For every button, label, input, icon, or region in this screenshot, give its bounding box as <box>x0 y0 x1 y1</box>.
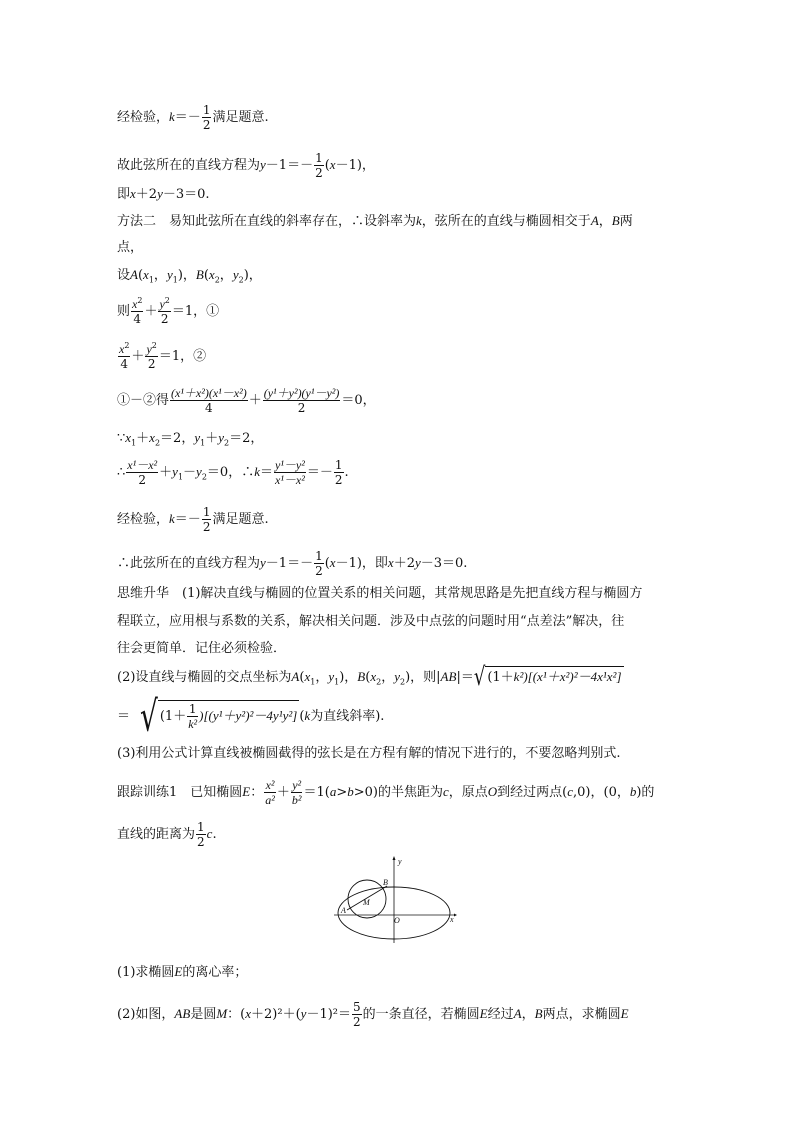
line-question-2: (2)如图，AB是圆M：(x＋2)²＋(y－1)²＝ $\frac{5}{2}$ 的一条直径，若椭圆E经过A，B两点，求椭圆E <box>117 1000 629 1029</box>
text: 经检验， <box>117 110 170 125</box>
y-axis-arrow <box>393 856 396 860</box>
var-k: k <box>169 109 175 124</box>
line-exercise-2: 直线的距离为 $\frac{1}{2}$ c. <box>117 820 217 849</box>
line-sums: $\because x_1+x_2=2$，$y_1+y_2=2$， <box>117 430 264 448</box>
label-A: A <box>341 906 346 915</box>
text: 满足题意. <box>212 110 269 125</box>
line-exercise-1: 跟踪训练1 已知椭圆E： $\frac{\text{x²}}{\text{a²}}$ ＋ $\frac{\text{y²}}{\text{b²}}$ ＝1(a>b>0)的半焦距为c，原点O到经过两点(c,0)，(0，b)的 <box>117 778 655 807</box>
line-method-two: 方法二 易知此弦所在直线的斜率存在，∴设斜率为k，弦所在的直线与椭圆相交于A，B两 <box>117 213 633 229</box>
x-axis-arrow <box>454 914 457 917</box>
line-set-points: 设$A(x_1$，$y_1$)，$B(x_2$，$y_2$)， <box>117 267 262 285</box>
label-M: M <box>363 898 370 907</box>
label-y: y <box>398 857 402 866</box>
fraction-one-half: $\frac{1}{2}$ <box>202 103 211 132</box>
line-verify-1 <box>117 103 269 132</box>
line-points: 点， <box>117 240 144 255</box>
line-chord-length-1: (2)设直线与椭圆的交点坐标为$A(x_1$，$y_1$)，$B(x_2$，$y_2$)，则|AB|＝√ (1＋k²)[(x¹＋x²)²－4x¹x²] <box>117 662 622 692</box>
line-discriminant-note: (3)利用公式计算直线被椭圆截得的弦长是在方程有解的情况下进行的，不要忽略判别式. <box>117 746 621 761</box>
line-chord-equation: 故此弦所在的直线方程为y－1＝－ $\frac{1}{2}$ (x－1)， <box>117 151 375 180</box>
label-B: B <box>383 878 388 887</box>
line-subtract: ①－②得 $\frac{\text{(x¹＋x²)(x¹－x²)}}{4}$ ＋ $\frac{\text{(y¹＋y²)(y¹－y²)}}{2}$ ＝0， <box>117 386 376 415</box>
line-question-1: (1)求椭圆E的离心率； <box>117 964 248 980</box>
line-chord-length-2: ＝ √ (1＋ $\frac{1}{\text{k²}}$ )[(y¹＋y²)²－4y¹y²] (k为直线斜率). <box>117 691 385 741</box>
fraction-one-half: $\frac{1}{2}$ <box>315 151 323 180</box>
line-summary-3: 往会更简单．记住必须检验． <box>117 641 287 656</box>
line-summary-2: 程联立，应用根与系数的关系，解决相关问题．涉及中点弦的问题时用“点差法”解决，往 <box>117 614 625 629</box>
label-x: x <box>450 915 454 924</box>
line-result-1: 即x＋2y－3＝0. <box>117 186 210 202</box>
line-slope: ∴ $\frac{\text{x¹－x²}}{2}$ $+y_1-y_2=0$，∴k＝ $\frac{\text{y¹－y²}}{\text{x¹－x²}}$ ＝－ $\frac{1}{2}$ . <box>117 458 349 487</box>
label-O: O <box>394 916 400 925</box>
line-summary-1: 思维升华 (1)解决直线与椭圆的位置关系的相关问题，其常规思路是先把直线方程与椭圆方 <box>117 586 643 601</box>
line-eq2: $\frac{x^2}{4}$ ＋ $\frac{y^2}{2}$ ＝1，② <box>119 341 207 371</box>
line-chord-equation-2: ∴此弦所在的直线方程为y－1＝－ $\frac{1}{2}$ (x－1)，即x＋2y－3＝0. <box>117 549 468 578</box>
text: ＝－ <box>174 110 201 125</box>
line-verify-2: 经检验，k＝－ $\frac{1}{2}$ 满足题意. <box>117 505 269 534</box>
line-eq1: 则 $\frac{x^2}{4}$ ＋ $\frac{y^2}{2}$ ＝1，① <box>117 296 220 326</box>
ellipse-circle-figure <box>330 855 460 945</box>
